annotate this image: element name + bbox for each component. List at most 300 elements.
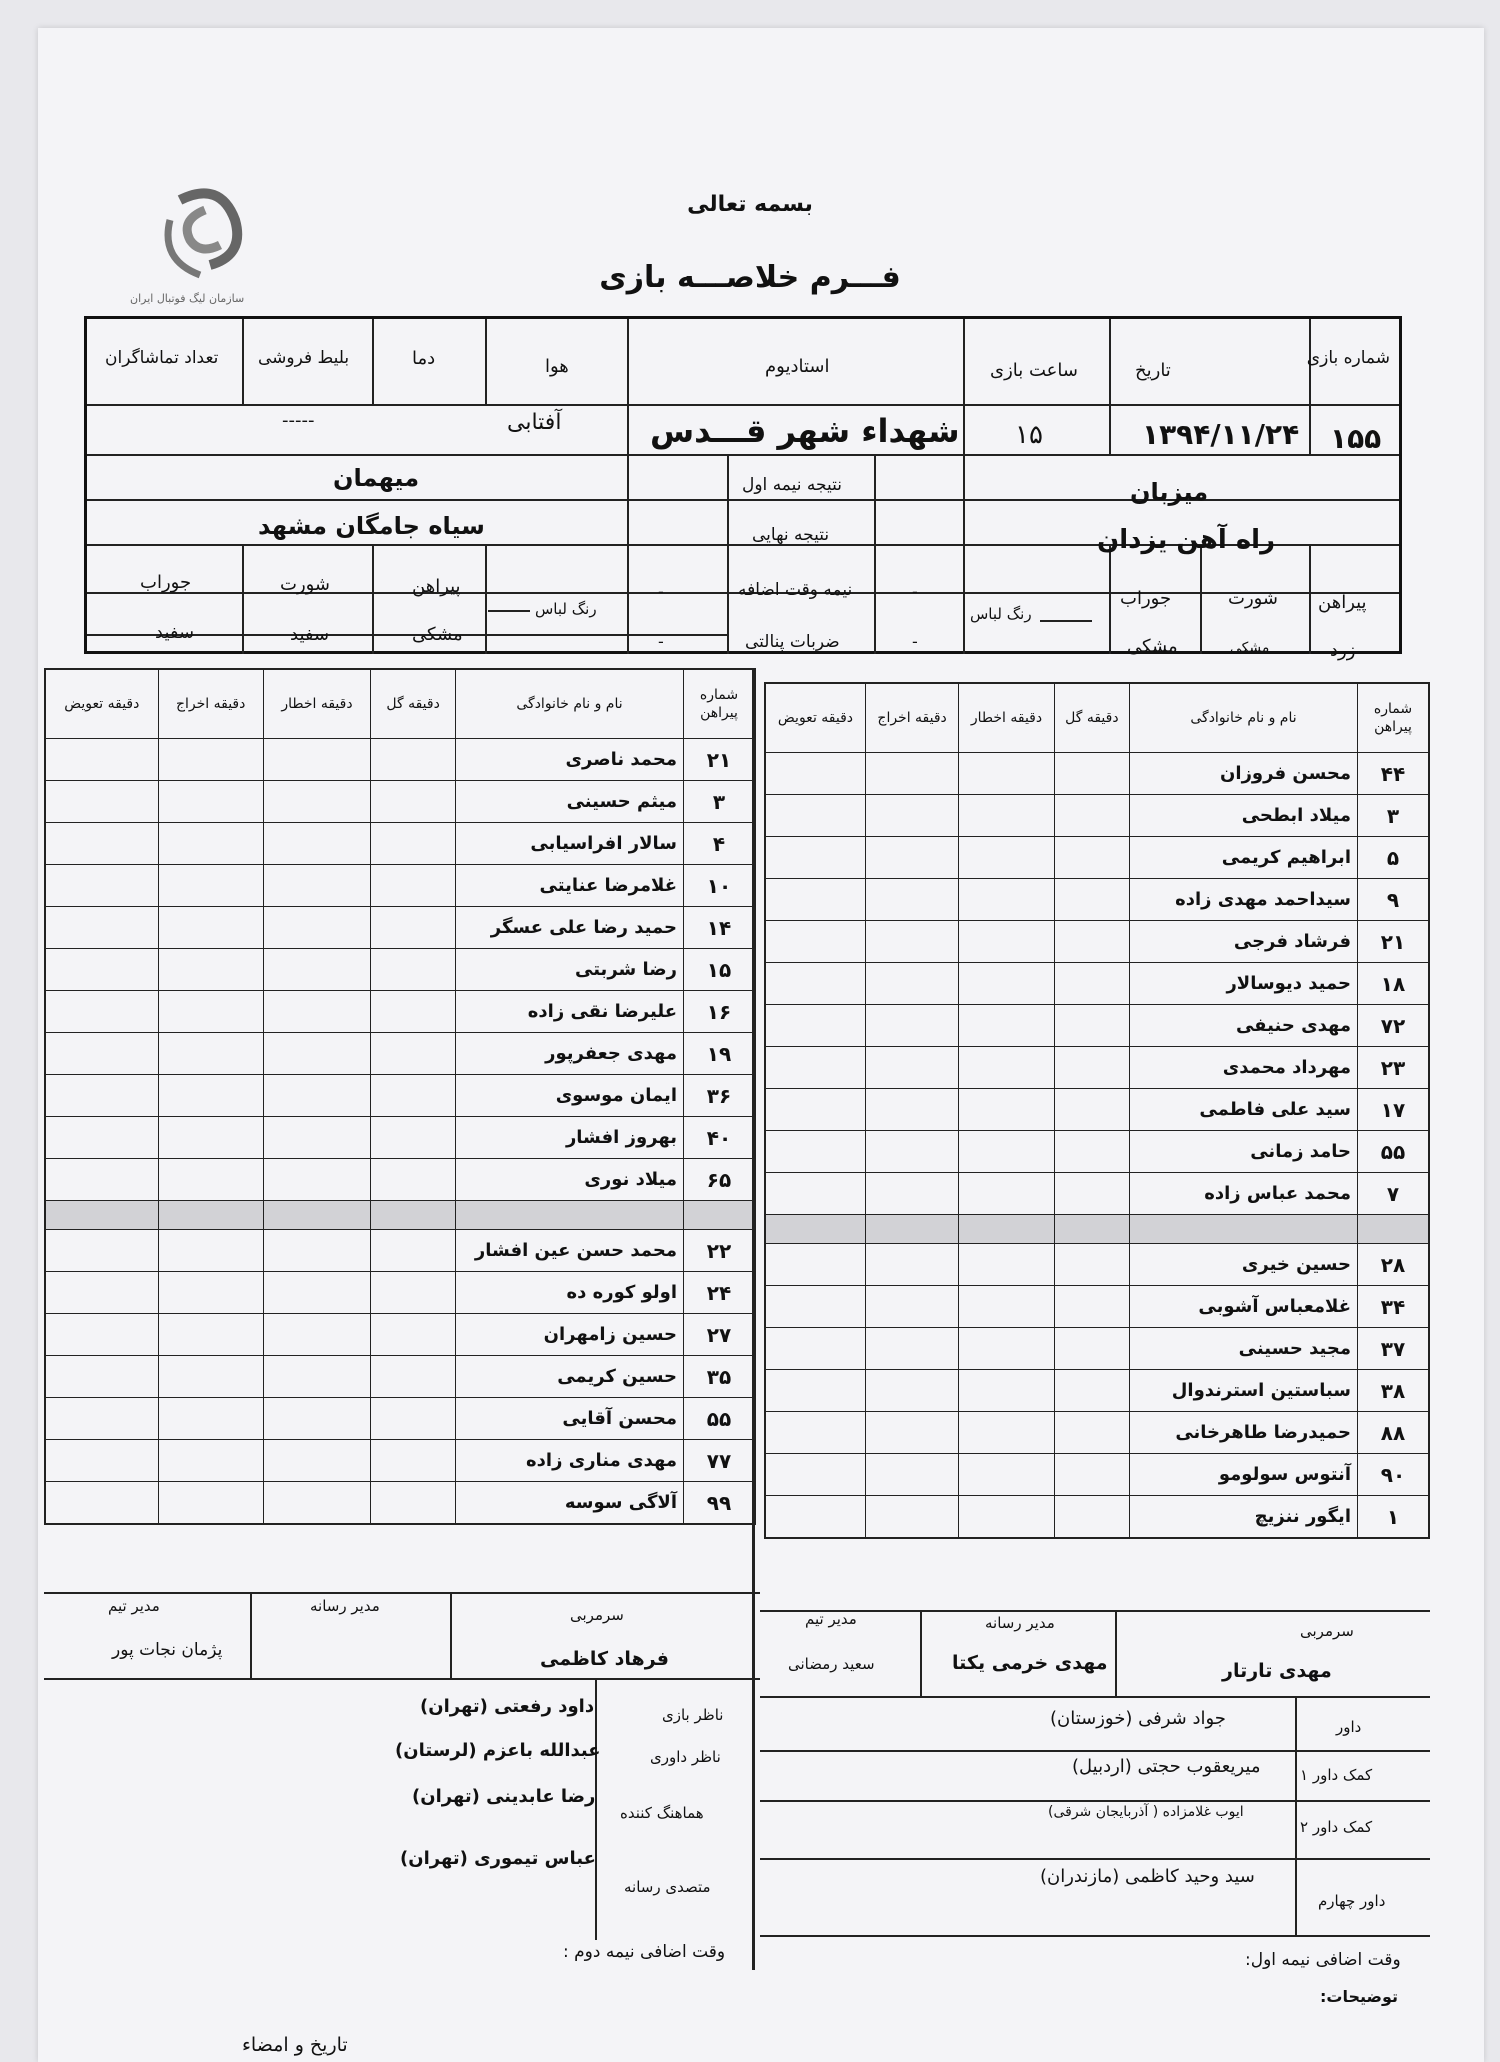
- referee-label: داور: [1336, 1718, 1362, 1736]
- fourth-label: داور چهارم: [1318, 1892, 1386, 1910]
- minute-cell: [371, 949, 456, 991]
- minute-cell: [1054, 753, 1129, 795]
- guest-coach-label: سرمربی: [570, 1606, 624, 1624]
- player-name: غلامعباس آشوبی: [1130, 1286, 1358, 1328]
- player-name: سید علی فاطمی: [1130, 1089, 1358, 1131]
- minute-cell: [158, 1159, 263, 1201]
- minute-cell: [1054, 1286, 1129, 1328]
- minute-cell: [158, 1117, 263, 1159]
- minute-cell: [765, 1412, 865, 1454]
- minute-cell: [865, 1328, 958, 1370]
- minute-cell: [371, 1272, 456, 1314]
- minute-cell: [158, 1482, 263, 1525]
- player-row: [765, 1244, 1429, 1286]
- minute-cell: [158, 907, 263, 949]
- player-row: [45, 781, 755, 823]
- player-row: [765, 1047, 1429, 1089]
- media-officer-label: متصدی رسانه: [624, 1878, 711, 1896]
- player-name: ابراهیم کریمی: [1130, 837, 1358, 879]
- host-kit-label: رنگ لباس: [970, 605, 1032, 623]
- minute-cell: [1054, 1412, 1129, 1454]
- minute-cell: [45, 1398, 158, 1440]
- guest-manager: پژمان نجات پور: [112, 1640, 223, 1660]
- player-number: ۷: [1358, 1173, 1430, 1215]
- match-number-label: شماره بازی: [1306, 348, 1390, 368]
- header-num: شماره پیراهن: [684, 669, 756, 739]
- time-label: ساعت بازی: [990, 360, 1078, 381]
- minute-cell: [158, 739, 263, 781]
- minute-cell: [1054, 1089, 1129, 1131]
- minute-cell: [45, 1272, 158, 1314]
- minute-cell: [959, 1047, 1054, 1089]
- player-number: ۱۴: [684, 907, 756, 949]
- player-number: ۷۷: [684, 1440, 756, 1482]
- player-row: [765, 1370, 1429, 1412]
- player-number: ۶۵: [684, 1159, 756, 1201]
- player-number: ۱۵: [684, 949, 756, 991]
- player-row: [45, 1159, 755, 1201]
- date-signature-label: تاریخ و امضاء: [242, 2034, 348, 2056]
- player-number: ۱۷: [1358, 1089, 1430, 1131]
- player-row: [765, 837, 1429, 879]
- minute-cell: [765, 837, 865, 879]
- player-number: ۹: [1358, 879, 1430, 921]
- minute-cell: [158, 1272, 263, 1314]
- minute-cell: [765, 921, 865, 963]
- minute-cell: [45, 1356, 158, 1398]
- minute-cell: [263, 1075, 370, 1117]
- minute-cell: [371, 907, 456, 949]
- minute-cell: [371, 1314, 456, 1356]
- minute-cell: [865, 1131, 958, 1173]
- minute-cell: [45, 781, 158, 823]
- substitutes-separator: [765, 1215, 1429, 1244]
- host-label: میزبان: [1130, 478, 1209, 506]
- minute-cell: [765, 1131, 865, 1173]
- minute-cell: [263, 1230, 370, 1272]
- player-name: اولو کوره ده: [456, 1272, 684, 1314]
- player-name: حمید رضا علی عسگر: [456, 907, 684, 949]
- coordinator: رضا عابدینی (تهران): [412, 1786, 596, 1807]
- player-number: ۲۱: [1358, 921, 1430, 963]
- player-row: [765, 1005, 1429, 1047]
- time-value: ۱۵: [1015, 420, 1043, 450]
- minute-cell: [765, 1454, 865, 1496]
- guest-label: میهمان: [333, 464, 420, 492]
- minute-cell: [865, 1005, 958, 1047]
- player-name: مهدی حنیفی: [1130, 1005, 1358, 1047]
- player-name: آلاگی سوسه: [456, 1482, 684, 1525]
- player-name: حسین زامهران: [456, 1314, 684, 1356]
- minute-cell: [158, 991, 263, 1033]
- host-shorts-label: شورت: [1228, 588, 1279, 609]
- minute-cell: [371, 781, 456, 823]
- notes-label: توضیحات:: [1320, 1987, 1399, 2006]
- guest-manager-label: مدیر تیم: [108, 1597, 160, 1615]
- player-row: [45, 1398, 755, 1440]
- minute-cell: [1054, 795, 1129, 837]
- minute-cell: [959, 1244, 1054, 1286]
- guest-kit-arrow: [488, 610, 530, 612]
- player-number: ۲۴: [684, 1272, 756, 1314]
- header-name: نام و نام خانوادگی: [1130, 683, 1358, 753]
- host-socks-label: جوراب: [1120, 588, 1172, 609]
- player-row: [765, 753, 1429, 795]
- host-team: راه آهن یزدان: [1097, 525, 1276, 555]
- player-name: مهرداد محمدی: [1130, 1047, 1358, 1089]
- guest-shorts-label: شورت: [280, 574, 331, 595]
- minute-cell: [371, 991, 456, 1033]
- minute-cell: [158, 1230, 263, 1272]
- minute-cell: [865, 753, 958, 795]
- minute-cell: [959, 1412, 1054, 1454]
- player-number: ۲۸: [1358, 1244, 1430, 1286]
- match-number-value: ۱۵۵: [1330, 422, 1382, 455]
- header-warning: دقیقه اخطار: [959, 683, 1054, 753]
- player-name: محسن فروزان: [1130, 753, 1358, 795]
- player-row: [45, 823, 755, 865]
- minute-cell: [959, 1131, 1054, 1173]
- minute-cell: [263, 1440, 370, 1482]
- minute-cell: [158, 1398, 263, 1440]
- player-name: میلاد ابطحی: [1130, 795, 1358, 837]
- player-name: محسن آقایی: [456, 1398, 684, 1440]
- host-media-label: مدیر رسانه: [985, 1614, 1055, 1632]
- player-row: [45, 1356, 755, 1398]
- header-num: شماره پیراهن: [1358, 683, 1430, 753]
- minute-cell: [371, 865, 456, 907]
- player-row: [45, 949, 755, 991]
- minute-cell: [865, 1412, 958, 1454]
- minute-cell: [865, 1496, 958, 1539]
- player-name: میثم حسینی: [456, 781, 684, 823]
- guest-shirt-color: مشکی: [412, 624, 463, 645]
- minute-cell: [371, 823, 456, 865]
- minute-cell: [959, 795, 1054, 837]
- guest-coach: فرهاد کاظمی: [540, 1648, 669, 1670]
- player-row: [765, 1328, 1429, 1370]
- minute-cell: [371, 739, 456, 781]
- minute-cell: [371, 1075, 456, 1117]
- minute-cell: [765, 1047, 865, 1089]
- minute-cell: [865, 1173, 958, 1215]
- minute-cell: [45, 1117, 158, 1159]
- minute-cell: [865, 1047, 958, 1089]
- guest-shorts-color: سفید: [290, 624, 330, 645]
- ref-observer-label: ناظر داوری: [650, 1748, 721, 1766]
- minute-cell: [765, 1005, 865, 1047]
- player-number: ۲۱: [684, 739, 756, 781]
- minute-cell: [959, 963, 1054, 1005]
- player-row: [45, 991, 755, 1033]
- player-row: [45, 1482, 755, 1525]
- minute-cell: [1054, 837, 1129, 879]
- minute-cell: [959, 753, 1054, 795]
- guest-media-label: مدیر رسانه: [310, 1597, 380, 1615]
- minute-cell: [1054, 1496, 1129, 1539]
- player-number: ۸۸: [1358, 1412, 1430, 1454]
- minute-cell: [263, 1272, 370, 1314]
- header-expulsion: دقیقه اخراج: [865, 683, 958, 753]
- minute-cell: [865, 1089, 958, 1131]
- ticket-sales-label: بلیط فروشی: [258, 348, 350, 368]
- player-row: [765, 963, 1429, 1005]
- player-name: علیرضا نقی زاده: [456, 991, 684, 1033]
- player-number: ۴۰: [684, 1117, 756, 1159]
- minute-cell: [865, 879, 958, 921]
- minute-cell: [45, 1159, 158, 1201]
- fourth-name: سید وحید کاظمی (مازندران): [1040, 1866, 1255, 1887]
- ticket-sales-value: -----: [282, 410, 315, 431]
- player-number: ۳: [684, 781, 756, 823]
- minute-cell: [263, 1356, 370, 1398]
- player-name: آنتوس سولومو: [1130, 1454, 1358, 1496]
- minute-cell: [371, 1033, 456, 1075]
- host-roster-table: [764, 682, 1430, 1539]
- minute-cell: [865, 1244, 958, 1286]
- player-number: ۱۹: [684, 1033, 756, 1075]
- minute-cell: [765, 1328, 865, 1370]
- player-name: حسین خیری: [1130, 1244, 1358, 1286]
- match-observer-label: ناظر بازی: [662, 1706, 724, 1724]
- player-name: میلاد نوری: [456, 1159, 684, 1201]
- player-row: [45, 1272, 755, 1314]
- substitutes-separator: [45, 1201, 755, 1230]
- minute-cell: [263, 1398, 370, 1440]
- player-name: حمید دیوسالار: [1130, 963, 1358, 1005]
- player-number: ۳۶: [684, 1075, 756, 1117]
- half-result-label: نتیجه نیمه اول: [742, 475, 842, 495]
- minute-cell: [1054, 1370, 1129, 1412]
- extra-half-label: نیمه وقت اضافه: [738, 580, 853, 600]
- player-number: ۵۵: [684, 1398, 756, 1440]
- extra1-label: وقت اضافی نیمه اول:: [1245, 1950, 1401, 1970]
- header-sub: دقیقه تعویض: [45, 669, 158, 739]
- header-sub: دقیقه تعویض: [765, 683, 865, 753]
- player-number: ۳۵: [684, 1356, 756, 1398]
- minute-cell: [865, 921, 958, 963]
- minute-cell: [865, 1370, 958, 1412]
- minute-cell: [765, 1496, 865, 1539]
- player-name: بهروز افشار: [456, 1117, 684, 1159]
- player-name: حامد زمانی: [1130, 1131, 1358, 1173]
- extra-host-dash: -: [912, 582, 918, 601]
- minute-cell: [263, 739, 370, 781]
- minute-cell: [371, 1159, 456, 1201]
- player-row: [765, 1454, 1429, 1496]
- player-number: ۷۲: [1358, 1005, 1430, 1047]
- guest-shirt-label: پیراهن: [412, 576, 461, 597]
- minute-cell: [959, 1005, 1054, 1047]
- player-number: ۹۰: [1358, 1454, 1430, 1496]
- host-coach-label: سرمربی: [1300, 1622, 1354, 1640]
- media-officer: عباس تیموری (تهران): [400, 1848, 596, 1869]
- minute-cell: [959, 1496, 1054, 1539]
- guest-socks-label: جوراب: [140, 572, 192, 593]
- minute-cell: [158, 1075, 263, 1117]
- minute-cell: [45, 865, 158, 907]
- player-name: ایمان موسوی: [456, 1075, 684, 1117]
- minute-cell: [263, 1117, 370, 1159]
- minute-cell: [865, 1286, 958, 1328]
- player-row: [45, 1075, 755, 1117]
- minute-cell: [1054, 879, 1129, 921]
- minute-cell: [371, 1482, 456, 1525]
- minute-cell: [765, 1286, 865, 1328]
- player-number: ۳۸: [1358, 1370, 1430, 1412]
- minute-cell: [158, 1356, 263, 1398]
- host-shirt-label: پیراهن: [1318, 592, 1367, 613]
- minute-cell: [371, 1440, 456, 1482]
- player-name: فرشاد فرجی: [1130, 921, 1358, 963]
- player-row: [765, 1089, 1429, 1131]
- minute-cell: [45, 739, 158, 781]
- minute-cell: [371, 1230, 456, 1272]
- logo-caption: سازمان لیگ فوتبال ایران: [130, 292, 245, 305]
- date-label: تاریخ: [1135, 360, 1171, 381]
- minute-cell: [158, 781, 263, 823]
- assistant1-name: میریعقوب حجتی (اردبیل): [1072, 1756, 1261, 1777]
- player-row: [765, 921, 1429, 963]
- player-name: محمد ناصری: [456, 739, 684, 781]
- minute-cell: [865, 963, 958, 1005]
- player-row: [765, 1131, 1429, 1173]
- header-warning: دقیقه اخطار: [263, 669, 370, 739]
- header-goal: دقیقه گل: [1054, 683, 1129, 753]
- player-row: [45, 1440, 755, 1482]
- minute-cell: [263, 1159, 370, 1201]
- assistant1-label: کمک داور ۱: [1300, 1766, 1373, 1784]
- host-manager-label: مدیر تیم: [805, 1610, 857, 1628]
- minute-cell: [1054, 1047, 1129, 1089]
- assistant2-label: کمک داور ۲: [1300, 1818, 1373, 1836]
- host-manager: سعید رمضانی: [788, 1655, 875, 1673]
- host-kit-arrow: [1040, 620, 1092, 622]
- player-row: [45, 1117, 755, 1159]
- player-row: [765, 1496, 1429, 1539]
- form-title: فـــرم خلاصـــه بازی: [599, 260, 901, 295]
- temperature-label: دما: [412, 348, 436, 369]
- extra2-label: وقت اضافی نیمه دوم :: [563, 1942, 726, 1962]
- minute-cell: [765, 1370, 865, 1412]
- minute-cell: [959, 837, 1054, 879]
- minute-cell: [765, 1089, 865, 1131]
- guest-socks-color: سفید: [155, 622, 195, 643]
- minute-cell: [959, 921, 1054, 963]
- minute-cell: [158, 823, 263, 865]
- player-row: [765, 1412, 1429, 1454]
- minute-cell: [263, 949, 370, 991]
- player-number: ۱: [1358, 1496, 1430, 1539]
- player-name: رضا شربتی: [456, 949, 684, 991]
- spectators-label: تعداد تماشاگران: [105, 348, 219, 368]
- minute-cell: [45, 1314, 158, 1356]
- header-expulsion: دقیقه اخراج: [158, 669, 263, 739]
- minute-cell: [158, 865, 263, 907]
- player-name: مهدی جعفرپور: [456, 1033, 684, 1075]
- weather-label: هوا: [545, 356, 569, 377]
- minute-cell: [765, 1244, 865, 1286]
- player-row: [45, 1033, 755, 1075]
- guest-team: سیاه جامگان مشهد: [258, 512, 485, 540]
- player-number: ۵: [1358, 837, 1430, 879]
- player-row: [45, 739, 755, 781]
- referee-name: جواد شرفی (خوزستان): [1050, 1708, 1226, 1729]
- player-name: سیداحمد مهدی زاده: [1130, 879, 1358, 921]
- player-row: [45, 1314, 755, 1356]
- player-number: ۵۵: [1358, 1131, 1430, 1173]
- minute-cell: [45, 1033, 158, 1075]
- player-name: سالار افراسیابی: [456, 823, 684, 865]
- guest-kit-label: رنگ لباس: [535, 600, 597, 618]
- minute-cell: [45, 1230, 158, 1272]
- minute-cell: [263, 907, 370, 949]
- player-name: مجید حسینی: [1130, 1328, 1358, 1370]
- minute-cell: [959, 1173, 1054, 1215]
- player-number: ۱۰: [684, 865, 756, 907]
- player-row: [765, 879, 1429, 921]
- player-number: ۱۸: [1358, 963, 1430, 1005]
- host-media: مهدی خرمی یکتا: [952, 1652, 1108, 1674]
- player-name: حسین کریمی: [456, 1356, 684, 1398]
- player-name: مهدی مناری زاده: [456, 1440, 684, 1482]
- minute-cell: [959, 1286, 1054, 1328]
- minute-cell: [158, 1033, 263, 1075]
- minute-cell: [1054, 1005, 1129, 1047]
- minute-cell: [158, 1440, 263, 1482]
- final-result-label: نتیجه نهایی: [752, 525, 830, 545]
- minute-cell: [765, 795, 865, 837]
- coordinator-label: هماهنگ کننده: [620, 1804, 704, 1822]
- minute-cell: [371, 1117, 456, 1159]
- minute-cell: [1054, 963, 1129, 1005]
- host-shorts-color: مشکی: [1230, 640, 1270, 656]
- minute-cell: [45, 1482, 158, 1525]
- minute-cell: [45, 949, 158, 991]
- player-number: ۲۲: [684, 1230, 756, 1272]
- minute-cell: [158, 949, 263, 991]
- player-name: ایگور ننزیچ: [1130, 1496, 1358, 1539]
- minute-cell: [45, 907, 158, 949]
- player-number: ۴: [684, 823, 756, 865]
- minute-cell: [263, 991, 370, 1033]
- minute-cell: [865, 1454, 958, 1496]
- stadium-label: استادیوم: [765, 356, 830, 377]
- player-row: [765, 1286, 1429, 1328]
- player-number: ۱۶: [684, 991, 756, 1033]
- minute-cell: [263, 865, 370, 907]
- player-row: [765, 1173, 1429, 1215]
- player-number: ۹۹: [684, 1482, 756, 1525]
- player-number: ۴۴: [1358, 753, 1430, 795]
- header-name: نام و نام خانوادگی: [456, 669, 684, 739]
- player-number: ۲۷: [684, 1314, 756, 1356]
- player-row: [45, 1230, 755, 1272]
- guest-roster-table: [44, 668, 756, 1525]
- player-name: غلامرضا عنایتی: [456, 865, 684, 907]
- minute-cell: [371, 1356, 456, 1398]
- stadium-value: شهداء شهر قـــدس: [650, 412, 960, 450]
- player-number: ۳۷: [1358, 1328, 1430, 1370]
- minute-cell: [158, 1314, 263, 1356]
- minute-cell: [1054, 1244, 1129, 1286]
- player-row: [45, 865, 755, 907]
- assistant2-name: ایوب غلامزاده ( آذربایجان شرقی): [1048, 1804, 1244, 1820]
- minute-cell: [1054, 921, 1129, 963]
- penalties-label: ضربات پنالتی: [745, 632, 840, 652]
- minute-cell: [45, 1075, 158, 1117]
- basmala: بسمه تعالی: [687, 192, 813, 217]
